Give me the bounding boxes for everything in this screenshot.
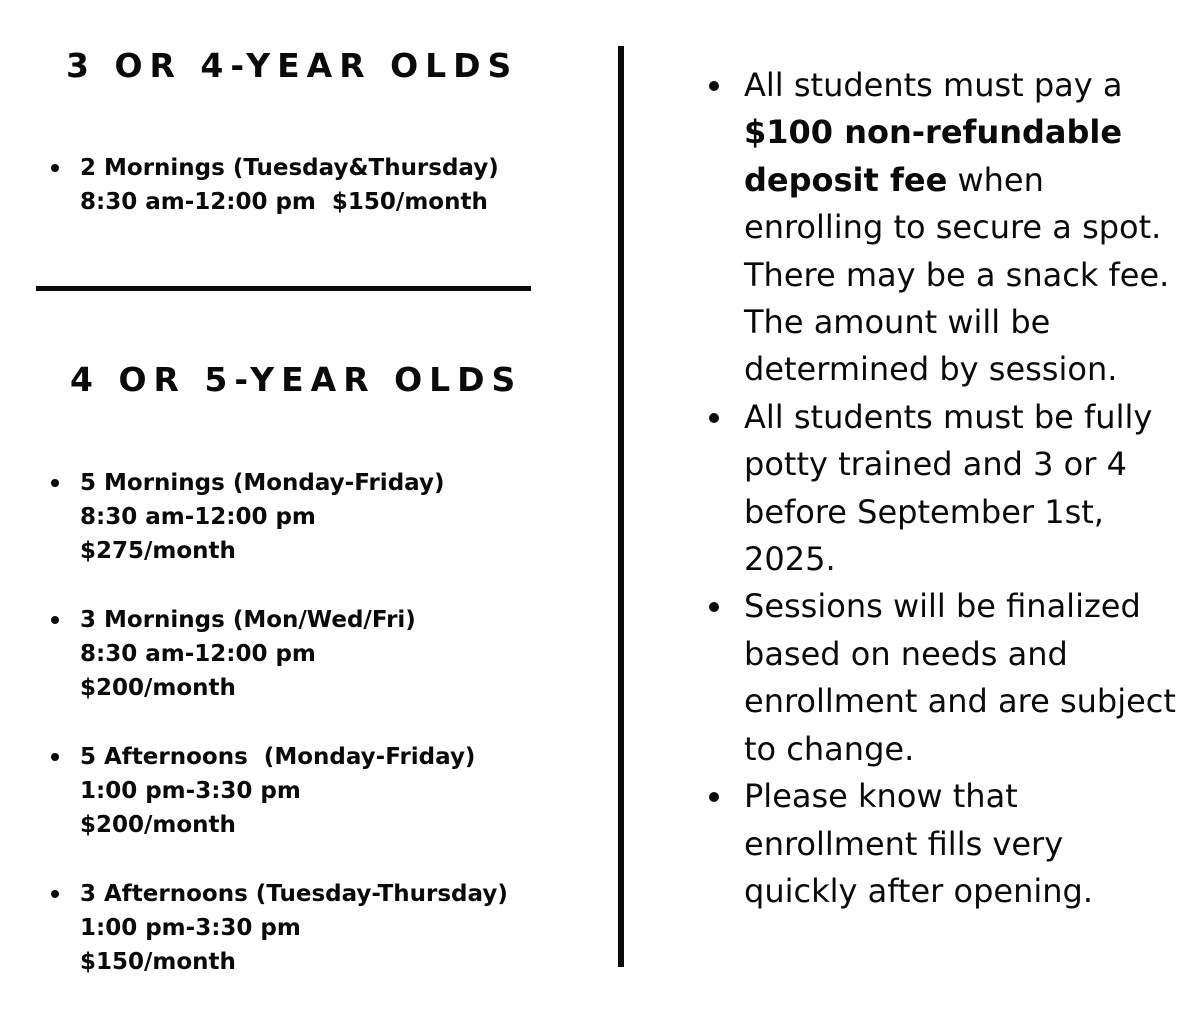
plan-item — [46, 740, 508, 842]
plan-item — [46, 151, 499, 219]
section-heading-4-5-year-olds: 4 OR 5-YEAR OLDS — [70, 360, 523, 399]
plan-days: 3 Mornings (Mon/Wed/Fri) — [80, 607, 416, 633]
plan-time: 1:00 pm-3:30 pm — [80, 915, 301, 941]
column-divider — [618, 46, 624, 967]
plan-price: $200/month — [80, 675, 236, 701]
plan-days: 2 Mornings (Tuesday&Thursday) — [80, 155, 499, 181]
note-item-potty — [706, 394, 1176, 584]
plan-days: 5 Afternoons (Monday-Friday) — [80, 744, 476, 770]
plan-time: 8:30 am-12:00 pm — [80, 504, 316, 530]
note-item-deposit — [706, 62, 1176, 394]
plan-item — [46, 466, 508, 568]
note-text: Please know that enrollment fills very quickly after opening. — [744, 777, 1093, 910]
section-heading-3-4-year-olds: 3 OR 4-YEAR OLDS — [66, 46, 519, 85]
note-text: All students must be fully potty trained and 3 or 4 before September 1st, 2025. — [744, 397, 1153, 579]
plan-list-4-5-year-olds — [46, 466, 508, 979]
plan-list-3-4-year-olds — [46, 151, 499, 219]
section-divider — [36, 286, 531, 291]
enrollment-notes — [706, 62, 1176, 915]
note-emphasis: $100 non-refundable deposit fee — [744, 113, 1123, 199]
plan-time: 8:30 am-12:00 pm — [80, 641, 316, 667]
note-text: Sessions will be finalized based on needs and enrollment and are subject to change. — [744, 587, 1176, 768]
plan-time: 1:00 pm-3:30 pm — [80, 778, 301, 804]
note-item-enrollment — [706, 773, 1176, 915]
plan-item — [46, 603, 508, 705]
plan-days: 3 Afternoons (Tuesday-Thursday) — [80, 881, 508, 907]
note-item-sessions — [706, 583, 1176, 773]
plan-price: $200/month — [80, 812, 236, 838]
plan-price: $275/month — [80, 538, 236, 564]
plan-item — [46, 877, 508, 979]
note-text: All students must pay a — [744, 66, 1123, 104]
plan-price: $150/month — [80, 949, 236, 975]
plan-days: 5 Mornings (Monday-Friday) — [80, 470, 445, 496]
note-text: when enrolling to secure a spot. There may be a snack fee. The amount will be determined by session. — [744, 160, 1170, 389]
plan-time-price: 8:30 am-12:00 pm $150/month — [80, 189, 488, 215]
